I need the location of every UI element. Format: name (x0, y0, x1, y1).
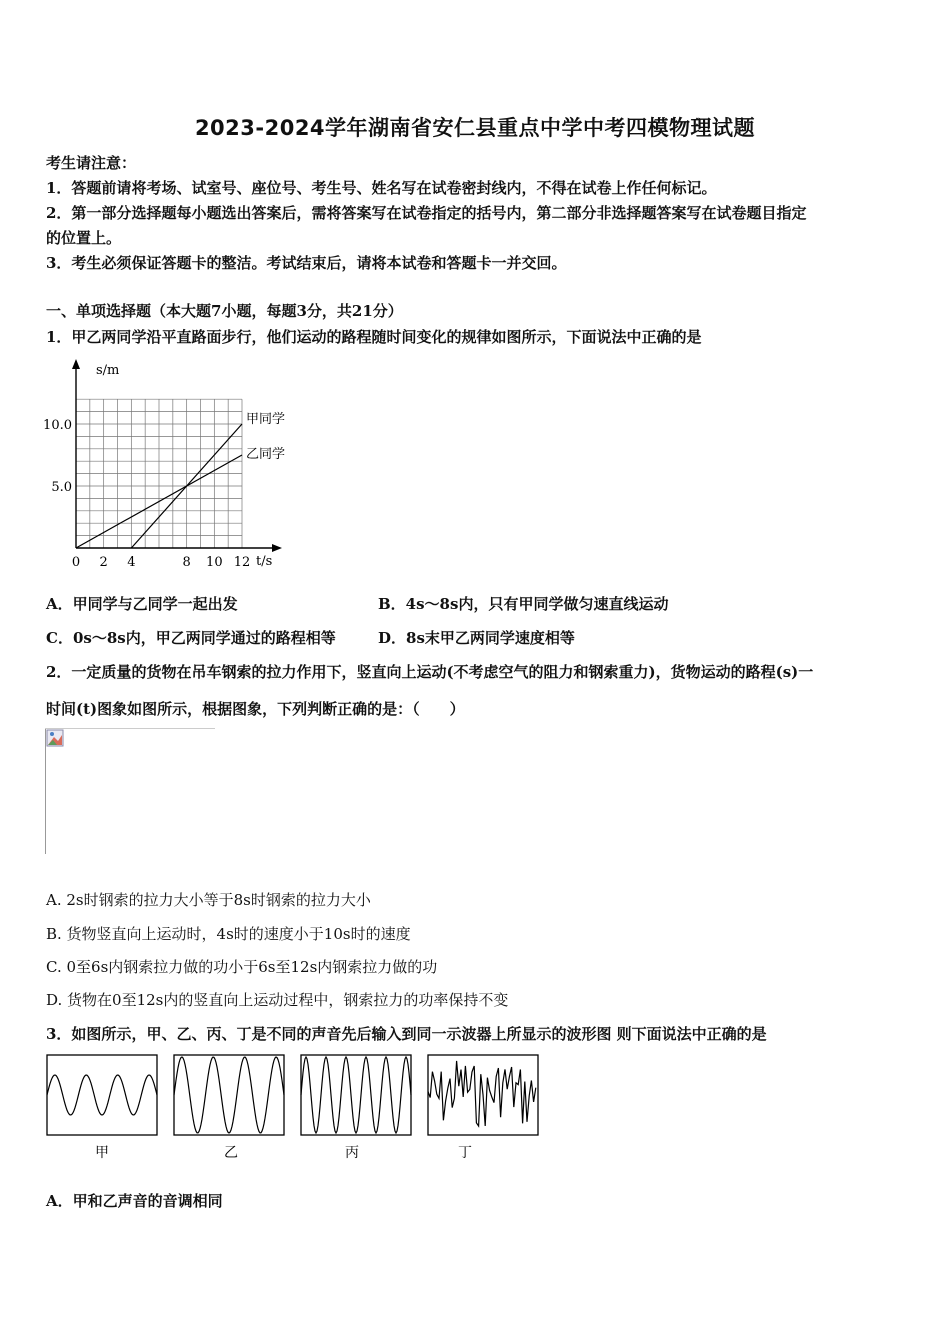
q2-option-c: C. 0至6s内钢索拉力做的功小于6s至12s内钢索拉力做的功 (46, 958, 438, 976)
q3-option-a: A．甲和乙声音的音调相同 (46, 1192, 223, 1210)
notice-item-1: 1．答题前请将考场、试室号、座位号、考生号、姓名写在试卷密封线内，不得在试卷上作任何标记。 (46, 179, 717, 197)
x-tick-label: 10 (206, 555, 223, 570)
notice-item-2-cont: 的位置上。 (46, 229, 122, 247)
x-axis-label: t/s (256, 554, 273, 569)
y-axis-label: s/m (96, 363, 120, 378)
series-label: 甲同学 (246, 412, 286, 427)
q1-stem: 1．甲乙两同学沿平直路面步行，他们运动的路程随时间变化的规律如图所示，下面说法中正确的是 (46, 328, 702, 346)
wave-label-ding: 丁 (458, 1145, 472, 1161)
q1-option-d: D．8s末甲乙两同学速度相等 (378, 629, 575, 647)
x-tick-label: 2 (99, 555, 108, 570)
notice-item-2: 2．第一部分选择题每小题选出答案后，需将答案写在试卷指定的括号内，第二部分非选择题答案写在试卷题目指定 (46, 204, 807, 222)
y-tick-label: 10.0 (43, 418, 72, 433)
q2-stem-line2: 时间(t)图象如图所示，根据图象，下列判断正确的是：（ ） (46, 700, 465, 718)
exam-title: 2023-2024学年湖南省安仁县重点中学中考四模物理试题 (194, 116, 756, 140)
y-axis-arrow (72, 359, 80, 369)
notice-heading: 考生请注意： (46, 154, 137, 172)
waveform-yi (174, 1055, 284, 1135)
x-axis-arrow (272, 544, 282, 552)
series-label: 乙同学 (246, 447, 286, 462)
q2-option-b: B. 货物竖直向上运动时，4s时的速度小于10s时的速度 (46, 925, 411, 943)
q1-option-a: A．甲同学与乙同学一起出发 (46, 595, 238, 613)
wave-label-bing: 丙 (345, 1145, 359, 1161)
q2-stem-line1: 2．一定质量的货物在吊车钢索的拉力作用下，竖直向上运动(不考虑空气的阻力和钢索重力)，货物运动的路程(s)一 (46, 663, 814, 681)
y-tick-label: 5.0 (51, 480, 72, 495)
x-tick-label: 8 (182, 555, 191, 570)
q2-option-a: A. 2s时钢索的拉力大小等于8s时钢索的拉力大小 (46, 891, 371, 909)
x-tick-label: 12 (233, 555, 251, 570)
wave-label-jia: 甲 (95, 1145, 109, 1161)
q1-option-b: B．4s～8s内，只有甲同学做匀速直线运动 (378, 595, 669, 613)
section-heading: 一、单项选择题（本大题7小题，每题3分，共21分） (46, 302, 403, 320)
q3-waveforms (44, 1052, 544, 1167)
q2-image-placeholder (45, 728, 215, 854)
q2-option-d: D. 货物在0至12s内的竖直向上运动过程中，钢索拉力的功率保持不变 (46, 991, 509, 1009)
x-tick-label: 0 (71, 555, 81, 570)
chart-grid (76, 399, 242, 548)
waveform-bing (301, 1055, 411, 1135)
q1-option-c: C．0s～8s内，甲乙两同学通过的路程相等 (46, 629, 336, 647)
q3-stem: 3．如图所示，甲、乙、丙、丁是不同的声音先后输入到同一示波器上所显示的波形图 则下面说法中正确的是 (46, 1025, 767, 1043)
wave-label-yi: 乙 (224, 1145, 238, 1161)
notice-item-3: 3．考生必须保证答题卡的整洁。考试结束后，请将本试卷和答题卡一并交回。 (46, 254, 567, 272)
broken-image-icon (47, 730, 63, 746)
x-tick-label: 4 (127, 555, 136, 570)
waveform-jia (47, 1055, 157, 1135)
q1-chart (36, 355, 306, 575)
waveform-ding (428, 1055, 538, 1135)
